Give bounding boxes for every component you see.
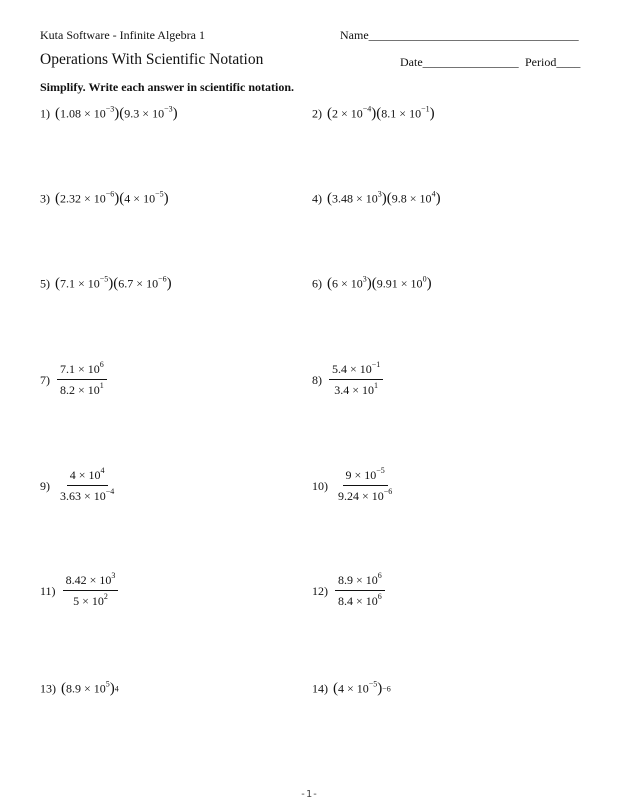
worksheet-title: Operations With Scientific Notation bbox=[40, 51, 264, 68]
paren: ) bbox=[109, 680, 115, 697]
problem-item bbox=[40, 573, 118, 609]
paren: ) bbox=[172, 105, 178, 122]
paren: ( bbox=[113, 275, 119, 292]
expression bbox=[55, 189, 169, 207]
paren: ) bbox=[163, 190, 169, 207]
paren: ) bbox=[429, 105, 435, 122]
problem-item bbox=[40, 468, 117, 504]
sci-number: $9.24 \times 10^{-6}$ bbox=[338, 487, 393, 503]
problem-item bbox=[312, 362, 383, 398]
numerator bbox=[335, 573, 385, 591]
sci-number: $9 \times 10^{-5}$ bbox=[345, 466, 385, 482]
expression bbox=[327, 362, 383, 398]
paren: ( bbox=[119, 190, 125, 207]
denominator bbox=[57, 380, 107, 398]
paren: ( bbox=[55, 105, 60, 122]
sci-number: $8.2 \times 10^1$ bbox=[60, 381, 104, 397]
exponent: 3 bbox=[111, 571, 116, 580]
sci-number: $1.08 \times 10^{-3}$ bbox=[60, 104, 115, 121]
problem-item bbox=[40, 679, 119, 697]
sci-number: $6 \times 10^3$ bbox=[332, 274, 367, 291]
paren: ( bbox=[333, 680, 338, 697]
paren: ) bbox=[426, 275, 432, 292]
paren: ) bbox=[377, 680, 383, 697]
denominator bbox=[57, 486, 117, 504]
exponent: −3 bbox=[164, 104, 173, 114]
exponent: −4 bbox=[362, 104, 372, 114]
problem-item bbox=[40, 189, 169, 207]
paren: ( bbox=[376, 105, 382, 122]
exponent: 3 bbox=[362, 274, 367, 284]
problem-item bbox=[40, 274, 172, 292]
exponent: −1 bbox=[421, 104, 430, 114]
problem-number: 6) bbox=[312, 276, 322, 291]
sci-number: $8.4 \times 10^6$ bbox=[338, 592, 382, 608]
problem-number: 4) bbox=[312, 191, 322, 206]
problem-number: 10) bbox=[312, 478, 328, 493]
paren: ( bbox=[327, 105, 332, 122]
paren: ( bbox=[386, 190, 392, 207]
denominator bbox=[70, 591, 111, 609]
numerator bbox=[329, 362, 383, 380]
problem-item bbox=[312, 679, 391, 697]
expression bbox=[327, 274, 432, 292]
exponent: −3 bbox=[105, 104, 115, 114]
paren: ) bbox=[166, 275, 172, 292]
denominator bbox=[331, 380, 381, 398]
paren: ( bbox=[327, 190, 332, 207]
problem-item bbox=[40, 104, 178, 122]
problem-item bbox=[312, 104, 435, 122]
problem-number: 14) bbox=[312, 681, 328, 696]
sci-number: $3.63 \times 10^{-4}$ bbox=[60, 487, 115, 503]
exponent: 2 bbox=[103, 592, 108, 601]
problem-item bbox=[312, 189, 441, 207]
problem-item bbox=[312, 274, 432, 292]
problem-number: 11) bbox=[40, 583, 56, 598]
expression bbox=[55, 468, 117, 504]
exponent: −5 bbox=[368, 679, 378, 689]
paren: ( bbox=[119, 105, 125, 122]
sci-number: $9.8 \times 10^4$ bbox=[391, 189, 436, 206]
paren: ( bbox=[327, 275, 332, 292]
sci-number: $9.91 \times 10^0$ bbox=[376, 274, 427, 291]
name-field: Name___________________________________ bbox=[340, 28, 579, 42]
expression bbox=[333, 468, 395, 504]
fraction bbox=[329, 362, 383, 398]
paren: ( bbox=[371, 275, 377, 292]
expression bbox=[55, 274, 172, 292]
numerator bbox=[67, 468, 108, 486]
denominator bbox=[335, 486, 395, 504]
expression bbox=[327, 104, 435, 122]
exponent: −1 bbox=[371, 360, 381, 369]
sci-number: $3.48 \times 10^3$ bbox=[332, 189, 382, 206]
fraction bbox=[57, 362, 107, 398]
exponent: −5 bbox=[155, 189, 164, 199]
problem-number: 7) bbox=[40, 372, 50, 387]
sci-number: $8.9 \times 10^6$ bbox=[338, 571, 382, 587]
exponent: 1 bbox=[99, 381, 104, 390]
date-field: Date________________ bbox=[400, 55, 519, 69]
expression: ( $4 \times 10^{-5}$ ) −6 bbox=[333, 679, 391, 697]
paren: ) bbox=[114, 190, 120, 207]
problem-number: 13) bbox=[40, 681, 56, 696]
exponent: 5 bbox=[105, 679, 110, 689]
instructions: Simplify. Write each answer in scientific notation. bbox=[40, 80, 294, 94]
sci-number: $8.1 \times 10^{-1}$ bbox=[381, 104, 430, 121]
page-number: -1- bbox=[299, 789, 319, 800]
denominator bbox=[335, 591, 385, 609]
problem-number: 9) bbox=[40, 478, 50, 493]
exponent: 3 bbox=[377, 189, 382, 199]
problem-number: 5) bbox=[40, 276, 50, 291]
fraction bbox=[57, 468, 117, 504]
paren: ) bbox=[435, 190, 441, 207]
sci-number: $5.4 \times 10^{-1}$ bbox=[332, 360, 381, 376]
expression bbox=[61, 573, 119, 609]
expression bbox=[55, 104, 178, 122]
exponent: 4 bbox=[431, 189, 436, 199]
software-label: Kuta Software - Infinite Algebra 1 bbox=[40, 28, 205, 42]
exponent: −6 bbox=[105, 189, 115, 199]
sci-number: $8.9 \times 10^5$ bbox=[66, 679, 110, 696]
paren: ( bbox=[55, 275, 60, 292]
paren: ( bbox=[61, 680, 66, 697]
exponent: 4 bbox=[100, 466, 105, 475]
sci-number: $2 \times 10^{-4}$ bbox=[332, 104, 372, 121]
problem-number: 1) bbox=[40, 106, 50, 121]
numerator bbox=[63, 573, 119, 591]
numerator bbox=[343, 468, 388, 486]
problem-item bbox=[312, 573, 385, 609]
expression: ( $8.9 \times 10^5$ ) 4 bbox=[61, 679, 119, 697]
numerator bbox=[57, 362, 107, 380]
paren: ) bbox=[366, 275, 372, 292]
sci-number: $9.3 \times 10^{-3}$ bbox=[124, 104, 173, 121]
exponent: −5 bbox=[376, 466, 385, 475]
sci-number: $8.42 \times 10^3$ bbox=[65, 571, 116, 587]
sci-number: $4 \times 10^{-5}$ bbox=[124, 189, 164, 206]
exponent: 0 bbox=[422, 274, 427, 284]
exponent: 1 bbox=[374, 381, 379, 390]
sci-number: $6.7 \times 10^{-6}$ bbox=[118, 274, 167, 291]
sci-number: $4 \times 10^4$ bbox=[69, 466, 105, 482]
sci-number: $5 \times 10^2$ bbox=[73, 592, 108, 608]
sci-number: $3.4 \times 10^1$ bbox=[334, 381, 379, 397]
exponent: 6 bbox=[377, 571, 382, 580]
problem-number: 2) bbox=[312, 106, 322, 121]
sci-number: $7.1 \times 10^6$ bbox=[60, 360, 104, 376]
problem-item bbox=[312, 468, 395, 504]
exponent: −6 bbox=[158, 274, 167, 284]
problem-number: 8) bbox=[312, 372, 322, 387]
paren: ) bbox=[108, 275, 114, 292]
paren: ( bbox=[55, 190, 60, 207]
paren: ) bbox=[371, 105, 377, 122]
period-field: Period____ bbox=[525, 55, 581, 69]
exponent: 6 bbox=[377, 592, 382, 601]
fraction bbox=[335, 468, 395, 504]
expression bbox=[333, 573, 385, 609]
paren: ) bbox=[114, 105, 120, 122]
fraction bbox=[335, 573, 385, 609]
exponent: 6 bbox=[99, 360, 104, 369]
sci-number: $7.1 \times 10^{-5}$ bbox=[60, 274, 109, 291]
exponent: −5 bbox=[99, 274, 109, 284]
exponent: −6 bbox=[383, 487, 393, 496]
expression bbox=[327, 189, 441, 207]
sci-number: $4 \times 10^{-5}$ bbox=[338, 679, 378, 696]
expression bbox=[55, 362, 107, 398]
exponent: −4 bbox=[105, 487, 115, 496]
problem-number: 12) bbox=[312, 583, 328, 598]
sci-number: $2.32 \times 10^{-6}$ bbox=[60, 189, 115, 206]
paren: ) bbox=[381, 190, 387, 207]
problem-item bbox=[40, 362, 107, 398]
fraction bbox=[63, 573, 119, 609]
problem-number: 3) bbox=[40, 191, 50, 206]
